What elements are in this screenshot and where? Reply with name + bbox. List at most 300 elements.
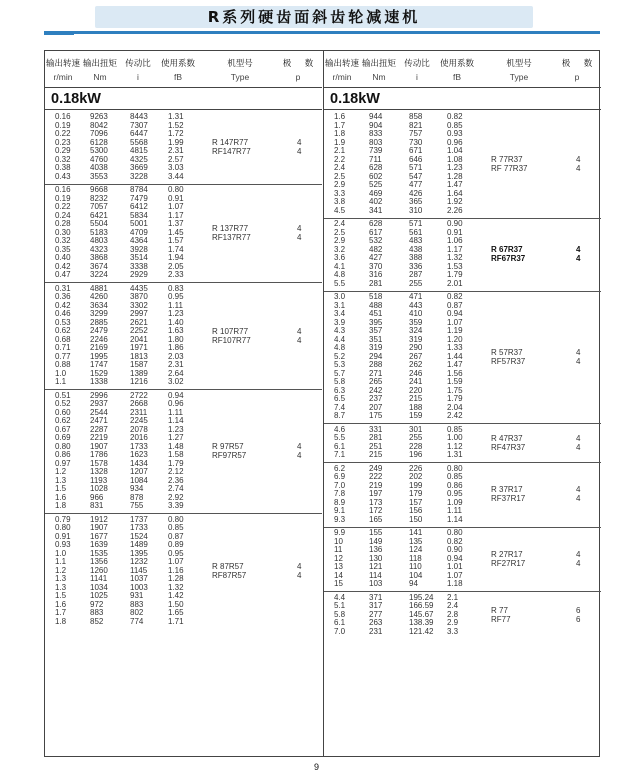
output-speed-cell: 1.2 <box>55 467 67 476</box>
output-speed-cell: 1.7 <box>334 120 346 130</box>
pole-count: 4 <box>576 485 581 495</box>
pole-count: 4 <box>576 155 581 164</box>
output-speed-cell: 3.1 <box>334 300 346 310</box>
service-factor-cell: 2.64 <box>168 368 184 378</box>
model-type: RF67R37 <box>491 254 526 263</box>
output-speed-cell: 3.3 <box>334 188 346 198</box>
service-factor-cell: 2.31 <box>168 360 184 369</box>
pole-count: 4 <box>576 549 581 559</box>
output-speed-cell: 1.5 <box>55 591 67 600</box>
output-torque-cell: 4323 <box>90 244 108 254</box>
service-factor-cell: 1.32 <box>168 582 184 592</box>
output-torque-cell: 739 <box>369 146 383 155</box>
service-factor-cell: 1.56 <box>447 368 463 378</box>
header-ratio-unit: i <box>416 72 418 82</box>
output-speed-cell: 1.3 <box>55 475 67 485</box>
service-factor-cell: 0.95 <box>168 292 184 301</box>
output-speed-cell: 0.67 <box>55 424 71 434</box>
output-speed-cell: 0.62 <box>55 326 71 335</box>
service-factor-cell: 1.99 <box>168 137 184 147</box>
service-factor-cell: 2.4 <box>447 601 459 610</box>
output-speed-cell: 9.9 <box>334 528 346 537</box>
ratio-cell: 3514 <box>130 253 148 262</box>
output-speed-cell: 3.0 <box>334 292 346 301</box>
ratio-cell: 388 <box>409 253 423 262</box>
output-torque-cell: 966 <box>90 492 104 502</box>
service-factor-cell: 1.09 <box>447 497 463 507</box>
ratio-cell: 118 <box>409 553 422 563</box>
output-speed-cell: 0.43 <box>55 171 71 181</box>
ratio-cell: 188 <box>409 402 423 412</box>
table-row <box>45 293 322 302</box>
model-type: RF47R37 <box>491 442 526 452</box>
output-speed-cell: 0.62 <box>55 416 71 425</box>
output-torque-cell: 319 <box>369 343 383 352</box>
ratio-cell: 1434 <box>130 458 148 468</box>
header-poles-a: 极 <box>282 58 292 68</box>
model-block <box>324 426 601 460</box>
output-speed-cell: 0.68 <box>55 334 71 344</box>
output-speed-cell: 0.19 <box>55 120 71 130</box>
output-torque-cell: 357 <box>369 326 383 335</box>
output-speed-cell: 0.80 <box>55 523 71 532</box>
ratio-cell: 121.42 <box>409 626 434 636</box>
output-speed-cell: 0.47 <box>55 270 71 279</box>
ratio-cell: 931 <box>130 591 144 600</box>
output-speed-cell: 0.16 <box>55 112 71 121</box>
service-factor-cell: 0.85 <box>447 424 463 434</box>
ratio-cell: 196 <box>409 450 423 459</box>
service-factor-cell: 1.58 <box>168 450 184 459</box>
service-factor-cell: 1.33 <box>447 343 463 352</box>
output-torque-cell: 371 <box>369 592 383 602</box>
ratio-cell: 1389 <box>130 368 148 378</box>
output-speed-cell: 5.8 <box>334 377 346 386</box>
ratio-cell: 8443 <box>130 112 148 121</box>
ratio-cell: 471 <box>409 292 423 301</box>
output-speed-cell: 8.7 <box>334 411 346 420</box>
service-factor-cell: 0.87 <box>447 300 463 310</box>
output-torque-cell: 173 <box>369 497 383 507</box>
output-speed-cell: 6.9 <box>334 472 346 481</box>
ratio-cell: 287 <box>409 270 423 279</box>
service-factor-cell: 2.57 <box>168 154 184 164</box>
output-speed-cell: 1.1 <box>55 557 67 566</box>
service-factor-cell: 0.83 <box>168 283 184 293</box>
output-speed-cell: 0.71 <box>55 343 71 352</box>
output-speed-cell: 5.2 <box>334 351 346 361</box>
output-speed-cell: 0.80 <box>55 441 71 451</box>
output-torque-cell: 628 <box>369 219 383 228</box>
output-speed-cell: 1.0 <box>55 368 67 378</box>
output-speed-cell: 0.32 <box>55 236 71 245</box>
table-row <box>45 378 322 387</box>
service-factor-cell: 1.23 <box>168 309 184 318</box>
service-factor-cell: 1.40 <box>168 317 184 327</box>
service-factor-cell: 1.47 <box>447 360 463 369</box>
ratio-cell: 1395 <box>130 548 148 558</box>
ratio-cell: 141 <box>409 528 423 537</box>
output-speed-cell: 7.8 <box>334 489 346 498</box>
output-speed-cell: 4.8 <box>334 343 346 352</box>
ratio-cell: 858 <box>409 112 423 121</box>
output-speed-cell: 6.2 <box>334 463 346 473</box>
ratio-cell: 110 <box>409 562 422 571</box>
ratio-cell: 6412 <box>130 202 148 211</box>
title-banner <box>95 6 533 28</box>
header-poles-unit: p <box>295 72 301 82</box>
ratio-cell: 3338 <box>130 261 148 271</box>
ratio-cell: 246 <box>409 368 423 378</box>
ratio-cell: 226 <box>409 463 423 473</box>
ratio-cell: 336 <box>409 261 423 271</box>
output-speed-cell: 15 <box>334 579 343 588</box>
service-factor-cell: 1.45 <box>168 227 184 237</box>
service-factor-cell: 0.91 <box>168 193 184 203</box>
output-speed-cell: 7.0 <box>334 480 346 490</box>
pole-count: 4 <box>576 356 581 366</box>
header-poles <box>275 57 321 69</box>
service-factor-cell: 0.80 <box>168 185 184 194</box>
output-torque-cell: 237 <box>369 394 383 403</box>
output-speed-cell: 7.1 <box>334 450 346 459</box>
output-torque-cell: 2169 <box>90 343 108 352</box>
output-torque-cell: 341 <box>369 205 383 215</box>
output-torque-cell: 1328 <box>90 467 108 476</box>
service-factor-cell: 1.07 <box>168 202 184 211</box>
output-speed-cell: 0.22 <box>55 202 71 211</box>
ratio-cell: 547 <box>409 171 423 181</box>
output-torque-cell: 972 <box>90 599 104 609</box>
output-torque-cell: 121 <box>369 562 383 571</box>
ratio-cell: 2041 <box>130 334 148 344</box>
power-divider <box>324 109 601 110</box>
ratio-cell: 267 <box>409 351 423 361</box>
service-factor-cell: 1.64 <box>447 188 463 198</box>
ratio-cell: 202 <box>409 472 423 481</box>
model-type: R 137R77 <box>212 223 249 233</box>
output-speed-cell: 0.60 <box>55 407 71 417</box>
ratio-cell: 438 <box>409 244 423 254</box>
output-torque-cell: 172 <box>369 506 383 515</box>
output-speed-cell: 0.19 <box>55 193 71 203</box>
ratio-cell: 3870 <box>130 292 148 301</box>
service-factor-cell: 1.23 <box>168 424 184 434</box>
output-torque-cell: 1025 <box>90 591 108 600</box>
ratio-cell: 166.59 <box>409 601 434 610</box>
output-torque-cell: 5183 <box>90 227 108 237</box>
service-factor-cell: 1.23 <box>447 163 463 172</box>
ratio-cell: 310 <box>409 205 423 215</box>
output-speed-cell: 1.6 <box>55 599 67 609</box>
service-factor-cell: 1.79 <box>447 394 463 403</box>
ratio-cell: 220 <box>409 385 423 395</box>
output-speed-cell: 0.69 <box>55 433 71 442</box>
power-rating: 0.18kW <box>51 91 101 107</box>
ratio-cell: 4325 <box>130 154 148 164</box>
ratio-cell: 4435 <box>130 283 148 293</box>
service-factor-cell: 0.94 <box>447 553 463 563</box>
model-type: R 77R37 <box>491 155 523 164</box>
header-service-factor-unit: fB <box>173 72 183 82</box>
output-speed-cell: 7.4 <box>334 402 346 412</box>
model-type: R 147R77 <box>212 138 249 147</box>
ratio-cell: 157 <box>409 497 423 507</box>
ratio-cell: 228 <box>409 441 423 451</box>
pole-count: 4 <box>297 147 302 156</box>
output-torque-cell: 219 <box>369 480 383 490</box>
service-factor-cell: 0.85 <box>168 523 184 532</box>
service-factor-cell: 1.31 <box>447 450 463 459</box>
output-torque-cell: 288 <box>369 360 383 369</box>
table-row <box>45 271 322 280</box>
output-speed-cell: 4.4 <box>334 592 346 602</box>
service-factor-cell: 1.07 <box>447 570 463 580</box>
output-torque-cell: 525 <box>369 180 383 189</box>
output-torque-cell: 165 <box>369 514 383 524</box>
pole-count: 4 <box>576 245 581 254</box>
output-speed-cell: 1.5 <box>55 484 67 493</box>
model-block <box>45 516 322 627</box>
output-torque-cell: 2544 <box>90 407 108 417</box>
service-factor-cell: 1.94 <box>168 253 184 262</box>
service-factor-cell: 1.75 <box>447 385 463 395</box>
ratio-cell: 3228 <box>130 171 148 181</box>
ratio-cell: 2078 <box>130 424 148 434</box>
header-model: 机型号 <box>506 58 532 68</box>
model-type: R 77 <box>491 605 508 615</box>
block-separator <box>45 513 322 514</box>
output-torque-cell: 1028 <box>90 484 108 493</box>
ratio-cell: 195.24 <box>409 592 434 602</box>
service-factor-cell: 3.3 <box>447 626 459 636</box>
ratio-cell: 4364 <box>130 236 148 245</box>
output-speed-cell: 5.7 <box>334 368 346 378</box>
model-block <box>324 529 601 589</box>
output-speed-cell: 4.6 <box>334 424 346 434</box>
output-speed-cell: 4.4 <box>334 334 346 344</box>
output-torque-cell: 1912 <box>90 514 108 524</box>
service-factor-cell: 0.90 <box>447 219 463 228</box>
service-factor-cell: 2.12 <box>168 467 184 476</box>
output-torque-cell: 149 <box>369 536 383 546</box>
pole-count: 4 <box>576 164 581 173</box>
ratio-cell: 2016 <box>130 433 148 442</box>
service-factor-cell: 1.59 <box>447 377 463 386</box>
output-torque-cell: 249 <box>369 463 383 473</box>
output-torque-cell: 1535 <box>90 548 108 558</box>
output-speed-cell: 2.5 <box>334 171 346 181</box>
service-factor-cell: 1.48 <box>168 441 184 451</box>
model-type: R 37R17 <box>491 485 523 495</box>
header-poles-b: 数 <box>304 58 314 68</box>
output-speed-cell: 13 <box>334 562 343 571</box>
pole-count: 4 <box>297 232 302 242</box>
ratio-cell: 199 <box>409 480 423 490</box>
pole-count: 4 <box>297 326 302 336</box>
ratio-cell: 7479 <box>130 193 148 203</box>
service-factor-cell: 1.32 <box>447 253 463 262</box>
output-torque-cell: 294 <box>369 351 383 361</box>
page-title: R系列硬齿面斜齿轮减速机 <box>207 8 421 26</box>
service-factor-cell: 1.28 <box>447 171 463 181</box>
pole-count: 4 <box>576 347 581 357</box>
service-factor-cell: 2.05 <box>168 261 184 271</box>
ratio-cell: 443 <box>409 300 423 310</box>
table-header <box>45 51 322 88</box>
ratio-cell: 1084 <box>130 475 148 485</box>
model-type: R 67R37 <box>491 245 523 254</box>
service-factor-cell: 1.65 <box>168 608 184 617</box>
service-factor-cell: 3.03 <box>168 163 184 172</box>
output-speed-cell: 5.5 <box>334 278 346 288</box>
ratio-cell: 1733 <box>130 441 148 451</box>
ratio-cell: 483 <box>409 236 423 245</box>
table-header <box>324 51 601 88</box>
service-factor-cell: 2.31 <box>168 146 184 155</box>
output-speed-cell: 2.5 <box>334 227 346 237</box>
output-speed-cell: 8.9 <box>334 497 346 507</box>
output-speed-cell: 0.77 <box>55 351 71 361</box>
output-torque-cell: 4881 <box>90 283 108 293</box>
service-factor-cell: 1.52 <box>168 120 184 130</box>
output-speed-cell: 0.36 <box>55 292 71 301</box>
output-torque-cell: 904 <box>369 120 383 130</box>
ratio-cell: 5834 <box>130 210 148 220</box>
table-row <box>324 580 601 589</box>
model-type: R 57R37 <box>491 347 523 357</box>
service-factor-cell: 0.87 <box>168 531 184 541</box>
service-factor-cell: 2.04 <box>447 402 463 412</box>
output-speed-cell: 0.28 <box>55 219 71 228</box>
output-torque-cell: 2246 <box>90 334 108 344</box>
output-torque-cell: 103 <box>369 579 383 588</box>
output-speed-cell: 4.5 <box>334 205 346 215</box>
header-output-speed: 输出转速 <box>45 58 80 68</box>
output-torque-cell: 5300 <box>90 146 108 155</box>
ratio-cell: 2621 <box>130 317 148 327</box>
output-torque-cell: 1995 <box>90 351 108 361</box>
output-speed-cell: 6.5 <box>334 394 346 403</box>
output-torque-cell: 242 <box>369 385 383 395</box>
output-torque-cell: 488 <box>369 300 383 310</box>
service-factor-cell: 0.95 <box>168 548 184 558</box>
output-torque-cell: 5504 <box>90 219 108 228</box>
output-speed-cell: 5.1 <box>334 601 346 610</box>
output-torque-cell: 281 <box>369 278 383 288</box>
output-speed-cell: 0.42 <box>55 300 71 310</box>
service-factor-cell: 1.16 <box>168 565 184 575</box>
ratio-cell: 262 <box>409 360 423 369</box>
ratio-cell: 145.67 <box>409 609 434 619</box>
model-type: RF57R37 <box>491 356 526 366</box>
ratio-cell: 821 <box>409 120 423 130</box>
output-torque-cell: 3674 <box>90 261 108 271</box>
service-factor-cell: 0.90 <box>447 545 463 554</box>
ratio-cell: 7307 <box>130 120 148 130</box>
table-row <box>324 207 601 216</box>
output-torque-cell: 3224 <box>90 270 108 279</box>
output-torque-cell: 222 <box>369 472 383 481</box>
ratio-cell: 730 <box>409 137 423 147</box>
service-factor-cell: 1.63 <box>168 326 184 335</box>
pole-count: 4 <box>576 442 581 452</box>
pole-count: 4 <box>297 451 302 460</box>
table-row <box>45 618 322 627</box>
ratio-cell: 1733 <box>130 523 148 532</box>
header-poles-unit: p <box>574 72 580 82</box>
output-torque-cell: 251 <box>369 441 383 451</box>
output-speed-cell: 10 <box>334 536 343 546</box>
ratio-cell: 571 <box>409 219 423 228</box>
ratio-cell: 2997 <box>130 309 148 318</box>
service-factor-cell: 1.50 <box>168 599 184 609</box>
output-torque-cell: 7096 <box>90 129 108 138</box>
output-torque-cell: 6421 <box>90 210 108 220</box>
ratio-cell: 365 <box>409 197 423 206</box>
output-torque-cell: 883 <box>90 608 104 617</box>
service-factor-cell: 1.08 <box>447 154 463 164</box>
pole-count: 4 <box>576 558 581 568</box>
output-speed-cell: 3.4 <box>334 309 346 318</box>
output-speed-cell: 1.7 <box>55 608 67 617</box>
output-torque-cell: 711 <box>369 154 382 164</box>
model-block <box>45 392 322 511</box>
output-torque-cell: 1338 <box>90 377 108 386</box>
table-row <box>324 611 601 620</box>
service-factor-cell: 0.82 <box>447 112 463 121</box>
service-factor-cell: 1.92 <box>447 197 463 206</box>
output-speed-cell: 0.86 <box>55 450 71 459</box>
pole-count: 4 <box>297 561 302 571</box>
service-factor-cell: 0.80 <box>447 463 463 473</box>
ratio-cell: 150 <box>409 514 423 524</box>
output-speed-cell: 1.1 <box>55 377 67 386</box>
service-factor-cell: 1.12 <box>447 441 463 451</box>
output-speed-cell: 7.0 <box>334 626 346 636</box>
service-factor-cell: 2.42 <box>447 411 463 420</box>
model-type: R 87R57 <box>212 561 244 571</box>
ratio-cell: 646 <box>409 154 423 164</box>
service-factor-cell: 1.44 <box>447 351 463 361</box>
ratio-cell: 2722 <box>130 390 148 400</box>
output-speed-cell: 2.9 <box>334 236 346 245</box>
ratio-cell: 2252 <box>130 326 148 335</box>
output-torque-cell: 628 <box>369 163 383 172</box>
service-factor-cell: 0.80 <box>447 528 463 537</box>
ratio-cell: 301 <box>409 424 423 434</box>
header-poles-b: 数 <box>583 58 593 68</box>
output-torque-cell: 1786 <box>90 450 108 459</box>
output-torque-cell: 281 <box>369 433 383 442</box>
table-row <box>324 280 601 289</box>
ratio-cell: 3928 <box>130 244 148 254</box>
model-type: RF27R17 <box>491 558 526 568</box>
model-type: RF107R77 <box>212 335 251 345</box>
ratio-cell: 4815 <box>130 146 148 155</box>
output-speed-cell: 0.52 <box>55 399 71 408</box>
header-output-speed-unit: r/min <box>332 72 352 82</box>
output-torque-cell: 469 <box>369 188 383 198</box>
power-divider <box>45 109 322 110</box>
block-separator <box>324 423 601 424</box>
ratio-cell: 124 <box>409 545 423 554</box>
ratio-cell: 571 <box>409 163 423 172</box>
output-torque-cell: 1260 <box>90 565 108 575</box>
service-factor-cell: 0.85 <box>447 472 463 481</box>
output-torque-cell: 207 <box>369 402 383 412</box>
title-underline <box>44 31 600 34</box>
